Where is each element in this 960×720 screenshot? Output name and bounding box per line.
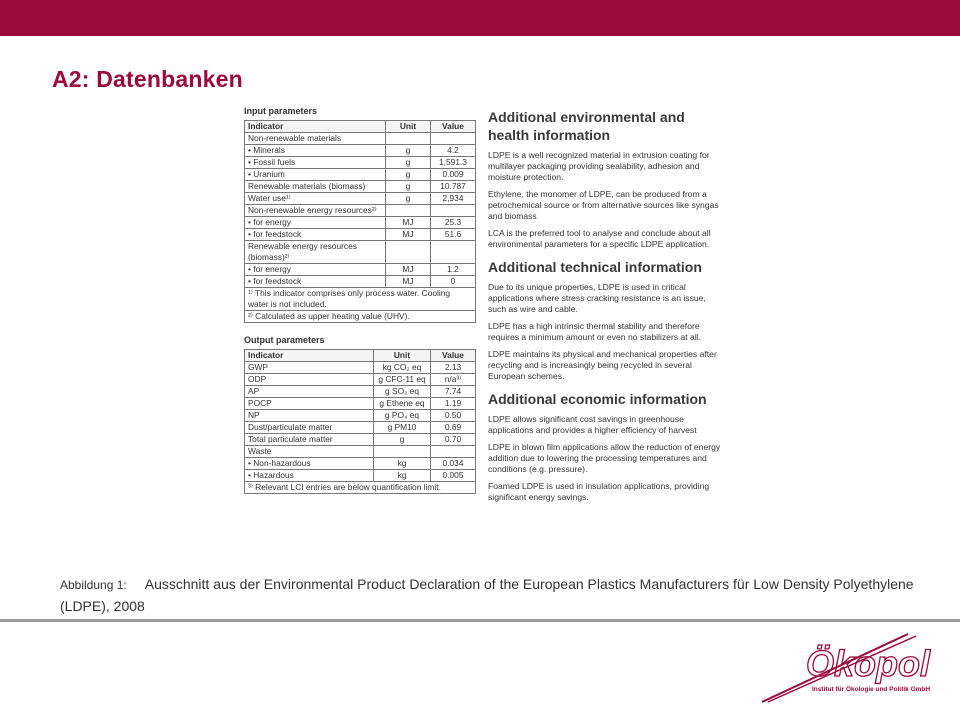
cell-indicator: Total particulate matter [245, 434, 374, 446]
figure-caption [60, 574, 920, 617]
econ-paragraph: LDPE in blown film applications allow the reduction of energy addition due to lowering the processing temperatures and conditions (e.g. pressure). [488, 442, 721, 474]
cell-unit: g [386, 193, 431, 205]
cell-unit: MJ [386, 217, 431, 229]
cell-unit [386, 205, 431, 217]
cell-indicator: • for feedstock [245, 276, 386, 288]
cell-value: 2,934 [431, 193, 476, 205]
cell-indicator: Renewable energy resources (biomass)²⁾ [245, 241, 386, 264]
cell-unit: g [386, 181, 431, 193]
caption-text: Ausschnitt aus der Environmental Product Declaration of the European Plastics Manufacturers für Low Density Polyethylene (LDPE), 2008 [60, 576, 914, 614]
table-row [245, 434, 476, 446]
cell-indicator: Renewable materials (biomass) [245, 181, 386, 193]
cell-indicator: • for feedstock [245, 229, 386, 241]
table-header-row [245, 121, 476, 133]
cell-value: 1.19 [431, 398, 476, 410]
cell-value: 0.005 [431, 470, 476, 482]
cell-indicator: • Non-hazardous [245, 458, 374, 470]
cell-indicator: • for energy [245, 217, 386, 229]
table-row [245, 229, 476, 241]
cell-unit: g [386, 169, 431, 181]
table-row [245, 410, 476, 422]
table-row [245, 264, 476, 276]
col-indicator: Indicator [245, 121, 386, 133]
col-value: Value [431, 121, 476, 133]
cell-unit [386, 241, 431, 264]
table-row [245, 276, 476, 288]
logo-subtitle: Institut für Ökologie und Politik GmbH [812, 686, 931, 693]
caption-prefix: Abbildung 1: [60, 578, 127, 592]
cell-value [431, 241, 476, 264]
cell-unit: MJ [386, 229, 431, 241]
table-row [245, 398, 476, 410]
cell-value: 51.6 [431, 229, 476, 241]
cell-indicator: Non-renewable materials [245, 133, 386, 145]
information-panel [488, 108, 726, 503]
tech-heading: Additional technical information [488, 259, 702, 275]
col-unit: Unit [374, 350, 431, 362]
cell-indicator: NP [245, 410, 374, 422]
table-row [245, 422, 476, 434]
cell-indicator: Non-renewable energy resources²⁾ [245, 205, 386, 217]
tech-paragraph: Due to its unique properties, LDPE is used in critical applications where stress cracking resistance is an issue, such as wire and cable. [488, 282, 706, 314]
parameters-panel [244, 106, 478, 494]
cell-unit: g [374, 434, 431, 446]
cell-indicator: Dust/particulate matter [245, 422, 374, 434]
output-note: ³⁾ Relevant LCI entries are below quantification limit. [245, 482, 476, 494]
col-indicator: Indicator [245, 350, 374, 362]
input-note-1: ¹⁾ This indicator comprises only process water. Cooling water is not included. [245, 288, 476, 311]
cell-value: 1,591.3 [431, 157, 476, 169]
env-heading: Additional environmental and health information [488, 109, 685, 143]
cell-indicator: • Uranium [245, 169, 386, 181]
cell-unit: g SO₂ eq [374, 386, 431, 398]
top-accent-bar [0, 0, 960, 36]
table-row [245, 133, 476, 145]
table-row [245, 157, 476, 169]
cell-indicator: Waste [245, 446, 374, 458]
cell-value: 10.787 [431, 181, 476, 193]
cell-indicator: POCP [245, 398, 374, 410]
cell-indicator: • Fossil fuels [245, 157, 386, 169]
cell-value [431, 205, 476, 217]
cell-value: 0.69 [431, 422, 476, 434]
cell-value: 1.2 [431, 264, 476, 276]
output-parameters-heading: Output parameters [244, 335, 325, 345]
input-parameters-heading: Input parameters [244, 106, 318, 116]
cell-value: n/a³⁾ [431, 374, 476, 386]
cell-value: 0.50 [431, 410, 476, 422]
table-note-row [245, 288, 476, 311]
cell-value [431, 446, 476, 458]
cell-indicator: • Hazardous [245, 470, 374, 482]
col-unit: Unit [386, 121, 431, 133]
cell-value: 25.3 [431, 217, 476, 229]
table-row [245, 374, 476, 386]
cell-value [431, 133, 476, 145]
cell-unit: kg [374, 458, 431, 470]
cell-unit: g Ethene eq [374, 398, 431, 410]
cell-unit: MJ [386, 276, 431, 288]
cell-value: 0 [431, 276, 476, 288]
econ-paragraph: Foamed LDPE is used in insulation applications, providing significant energy savings. [488, 481, 710, 502]
cell-unit [386, 133, 431, 145]
table-row [245, 362, 476, 374]
cell-value: 0.034 [431, 458, 476, 470]
table-row [245, 386, 476, 398]
table-row [245, 169, 476, 181]
cell-value: 4.2 [431, 145, 476, 157]
table-row [245, 181, 476, 193]
tech-paragraph: LDPE maintains its physical and mechanical properties after recycling and is increasingly being recycled in several European schemes. [488, 349, 717, 381]
table-note-row [245, 482, 476, 494]
table-row [245, 193, 476, 205]
cell-indicator: ODP [245, 374, 374, 386]
cell-unit: g PO₄ eq [374, 410, 431, 422]
table-row [245, 205, 476, 217]
table-header-row [245, 350, 476, 362]
cell-value: 7.74 [431, 386, 476, 398]
cell-value: 0.009 [431, 169, 476, 181]
cell-unit: g [386, 145, 431, 157]
econ-heading: Additional economic information [488, 391, 707, 407]
table-row [245, 470, 476, 482]
slide-title: A2: Datenbanken [52, 66, 243, 92]
cell-indicator: Water use¹⁾ [245, 193, 386, 205]
cell-unit: kg [374, 470, 431, 482]
env-paragraph: LDPE is a well recognized material in extrusion coating for multilayer packaging providing sealability, adhesion and moisture protection. [488, 150, 710, 182]
table-note-row [245, 311, 476, 323]
env-paragraph: LCA is the preferred tool to analyse and conclude about all environmental parameters for a specific LDPE application. [488, 228, 711, 249]
input-note-2: ²⁾ Calculated as upper heating value (UHV). [245, 311, 476, 323]
cell-indicator: • Minerals [245, 145, 386, 157]
cell-value: 0.70 [431, 434, 476, 446]
footer-divider [0, 619, 960, 622]
econ-paragraph: LDPE allows significant cost savings in greenhouse applications and provides a higher efficiency of harvest [488, 414, 697, 435]
table-row [245, 241, 476, 264]
cell-unit: kg CO₂ eq [374, 362, 431, 374]
cell-unit: g [386, 157, 431, 169]
output-parameters-table [244, 349, 476, 494]
input-parameters-table [244, 120, 476, 323]
cell-unit: g CFC-11 eq [374, 374, 431, 386]
cell-indicator: AP [245, 386, 374, 398]
oekopol-logo [758, 630, 948, 710]
cell-unit [374, 446, 431, 458]
cell-unit: g PM10 [374, 422, 431, 434]
env-paragraph: Ethylene, the monomer of LDPE, can be produced from a petrochemical source or from alternative sources like syngas and biomass [488, 189, 719, 221]
cell-indicator: • for energy [245, 264, 386, 276]
cell-unit: MJ [386, 264, 431, 276]
tech-paragraph: LDPE has a high intrinsic thermal stability and therefore requires a minimum amount or even no stabilizers at all. [488, 321, 702, 342]
cell-indicator: GWP [245, 362, 374, 374]
logo-wordmark: Ökopol [806, 643, 930, 684]
table-row [245, 217, 476, 229]
col-value: Value [431, 350, 476, 362]
table-row [245, 458, 476, 470]
table-row [245, 145, 476, 157]
cell-value: 2.13 [431, 362, 476, 374]
table-row [245, 446, 476, 458]
